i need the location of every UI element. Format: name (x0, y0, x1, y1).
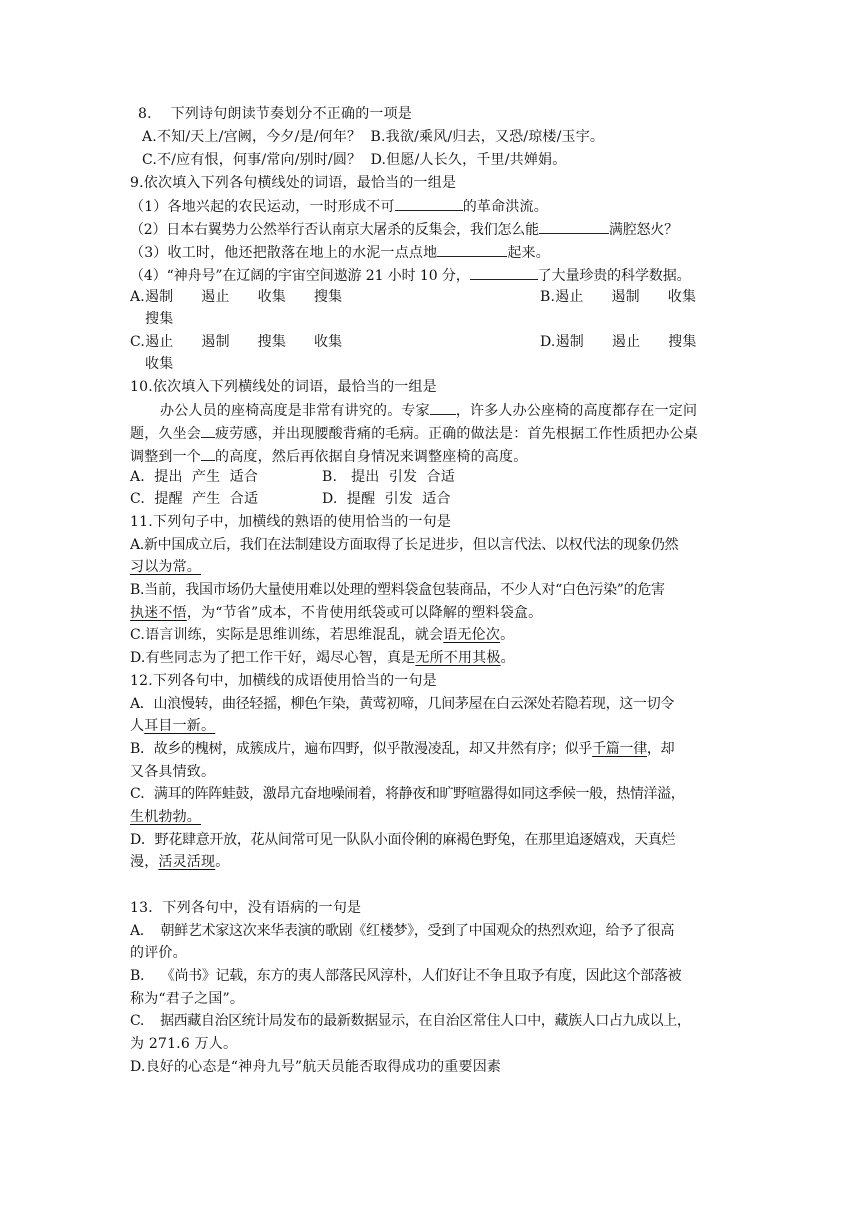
underlined-idiom: 活灵活现 (158, 854, 216, 870)
q10-passage-line-2 (130, 423, 698, 444)
q9-sentence-1 (130, 196, 548, 217)
q12-d-text: 漫， (130, 854, 159, 870)
q11-c-tail: 。 (500, 627, 515, 643)
q11-option-a-line-2 (130, 557, 201, 577)
underlined-idiom: 生机勃勃。 (130, 809, 201, 825)
q9-option-d: D.遏制 遏止 搜集 (540, 334, 697, 350)
q12-stem: 12.下列各句中，加横线的成语使用恰当的一句是 (130, 673, 437, 689)
blank-line (430, 400, 456, 415)
q9-stem: 9.依次填入下列各句横线处的词语，最恰当的一组是 (130, 175, 457, 191)
blank-line (470, 265, 538, 280)
q11-option-a-line-1: A.新中国成立后，我们在法制建设方面取得了长足进步，但以言代法、以权代法的现象仍然 (130, 537, 679, 553)
q13-option-d: D.良好的心态是“神舟九号”航天员能否取得成功的重要因素 (130, 1059, 502, 1075)
q13-option-b-line-1: B. 《尚书》记载，东方的夷人部落民风淳朴，人们好让不争且取予有度，因此这个部落被 (130, 968, 682, 984)
q9-option-a: A.遏制 遏止 收集 搜集 (130, 289, 343, 305)
q12-b-tail: ，却 (646, 741, 675, 757)
q9-option-b-cont: 搜集 (145, 311, 174, 327)
underlined-idiom: 习以为常。 (130, 559, 201, 575)
q9-option-c: C.遏止 遏制 搜集 收集 (130, 334, 343, 350)
q13-stem: 13．下列各句中，没有语病的一句是 (130, 900, 362, 916)
q11-d-tail: 。 (500, 650, 515, 666)
q10-passage-line-1 (160, 400, 697, 421)
q11-option-d (130, 648, 515, 668)
blank-line (201, 446, 215, 461)
q9-s4-tail: 了大量珍贵的科学数据。 (537, 268, 691, 284)
underlined-idiom: 语无伦次 (443, 627, 501, 643)
q12-option-a-line-1: A．山浪慢转，曲径轻摇，柳色乍染，黄莺初啼，几间茅屋在白云深处若隐若现，这一切令 (130, 696, 675, 712)
q9-sentence-2 (130, 219, 678, 240)
q12-option-d-line-1: D．野花肆意开放，花从间常可见一队队小面伶俐的麻褐色野兔，在那里追逐嬉戏，天真烂 (130, 832, 676, 848)
q13-option-c-line-1: C. 据西藏自治区统计局发布的最新数据显示，在自治区常住人口中，藏族人口占九成以上， (130, 1013, 691, 1029)
underlined-idiom: 无所不用其极 (415, 650, 501, 666)
blank-line (395, 196, 463, 211)
blank-line (539, 219, 609, 234)
blank-line (437, 242, 507, 257)
q10-p1-text: 办公人员的座椅高度是非常有讲究的。专家 (160, 403, 430, 419)
q13-option-a-line-2: 的评价。 (130, 945, 187, 961)
q9-option-d-cont: 收集 (145, 356, 174, 372)
q10-option-b: B. 提出 引发 合适 (322, 469, 455, 485)
q8-options-ab: A.不知/天上/宫阙，今夕/是/何年？ B.我欲/乘风/归去，又恐/琼楼/玉宇。 (142, 129, 605, 145)
q11-b-tail: ，为“节省”成本，不肯使用纸袋或可以降解的塑料袋盒。 (186, 605, 543, 621)
q13-option-a-line-1: A. 朝鲜艺术家这次来华表演的歌剧《红楼梦》，受到了中国观众的热烈欢迎，给予了很高 (130, 923, 675, 939)
q10-p1-tail: ，许多人办公座椅的高度都存在一定问 (455, 403, 698, 419)
underlined-idiom: 执迷不悟 (130, 605, 187, 621)
q9-s2-tail: 满腔怒火？ (608, 222, 678, 238)
q11-c-text: C.语言训练，实际是思维训练，若思维混乱，就会 (130, 627, 444, 643)
q12-option-c-line-1: C．满耳的阵阵蛙鼓，激昂亢奋地噪闹着，将静夜和旷野喧嚣得如同这季候一般，热情洋溢， (130, 786, 685, 802)
q9-sentence-4 (130, 265, 691, 286)
q12-a-text: 人 (130, 718, 145, 734)
q9-s2-text: （2）日本右翼势力公然举行否认南京大屠杀的反集会，我们怎么能 (130, 222, 539, 238)
q8-stem: 8． 下列诗句朗读节奏划分不正确的一项是 (138, 106, 413, 122)
q12-option-d-line-2 (130, 852, 229, 872)
q9-s1-text: （1）各地兴起的农民运动，一时形成不可 (130, 199, 395, 215)
q10-p2-text: 题，久坐会 (130, 426, 201, 442)
q11-option-c (130, 625, 514, 645)
blank-line (201, 423, 215, 438)
q10-option-c: C. 提醒 产生 合适 (130, 491, 259, 507)
q13-option-c-line-2: 为 271.6 万人。 (130, 1036, 238, 1052)
q11-d-text: D.有些同志为了把工作干好，竭尽心智，真是 (130, 650, 416, 666)
q12-option-b-line-2: 又各具情致。 (130, 764, 216, 780)
q9-s3-tail: 起来。 (507, 245, 550, 261)
underlined-idiom: 耳目一新。 (144, 718, 216, 734)
q10-p2-tail: 疲劳感，并出现腰酸背痛的毛病。正确的做法是：首先根据工作性质把办公桌 (215, 426, 698, 442)
q9-option-b: B.遏止 遏制 收集 (540, 289, 697, 305)
q10-p3-tail: 的高度，然后再依据自身情况来调整座椅的高度。 (215, 449, 528, 465)
q10-p3-text: 调整到一个 (130, 449, 201, 465)
q12-b-text: B．故乡的槐树，成簇成片，遍布四野，似乎散漫凌乱，却又井然有序；似乎 (130, 741, 593, 757)
q12-d-tail: 。 (215, 854, 230, 870)
q10-passage-line-3 (130, 446, 527, 467)
q11-option-b-line-2 (130, 603, 542, 623)
underlined-idiom: 千篇一律 (592, 741, 647, 757)
q12-option-b-line-1 (130, 739, 674, 759)
q12-option-a-line-2 (130, 716, 215, 736)
q9-s1-tail: 的革命洪流。 (462, 199, 548, 215)
q12-option-c-line-2 (130, 807, 201, 827)
q10-stem: 10.依次填入下列横线处的词语，最恰当的一组是 (130, 379, 437, 395)
q11-option-b-line-1: B.当前，我国市场仍大量使用难以处理的塑料袋盒包装商品，不少人对“白色污染”的危害 (130, 582, 665, 598)
q9-s4-text: （4）“神舟号”在辽阔的宇宙空间遨游 21 小时 10 分， (130, 268, 470, 284)
q10-option-d: D. 提醒 引发 适合 (322, 491, 451, 507)
q13-option-b-line-2: 称为“君子之国”。 (130, 991, 245, 1007)
q9-s3-text: （3）收工时，他还把散落在地上的水泥一点点地 (130, 245, 438, 261)
q10-option-a: A. 提出 产生 适合 (130, 469, 259, 485)
q9-sentence-3 (130, 242, 550, 263)
q11-stem: 11.下列句子中，加横线的熟语的使用恰当的一句是 (130, 514, 452, 530)
q8-options-cd: C.不/应有恨，何事/常向/别时/圆？ D.但愿/人长久，千里/共婵娟。 (142, 152, 567, 168)
